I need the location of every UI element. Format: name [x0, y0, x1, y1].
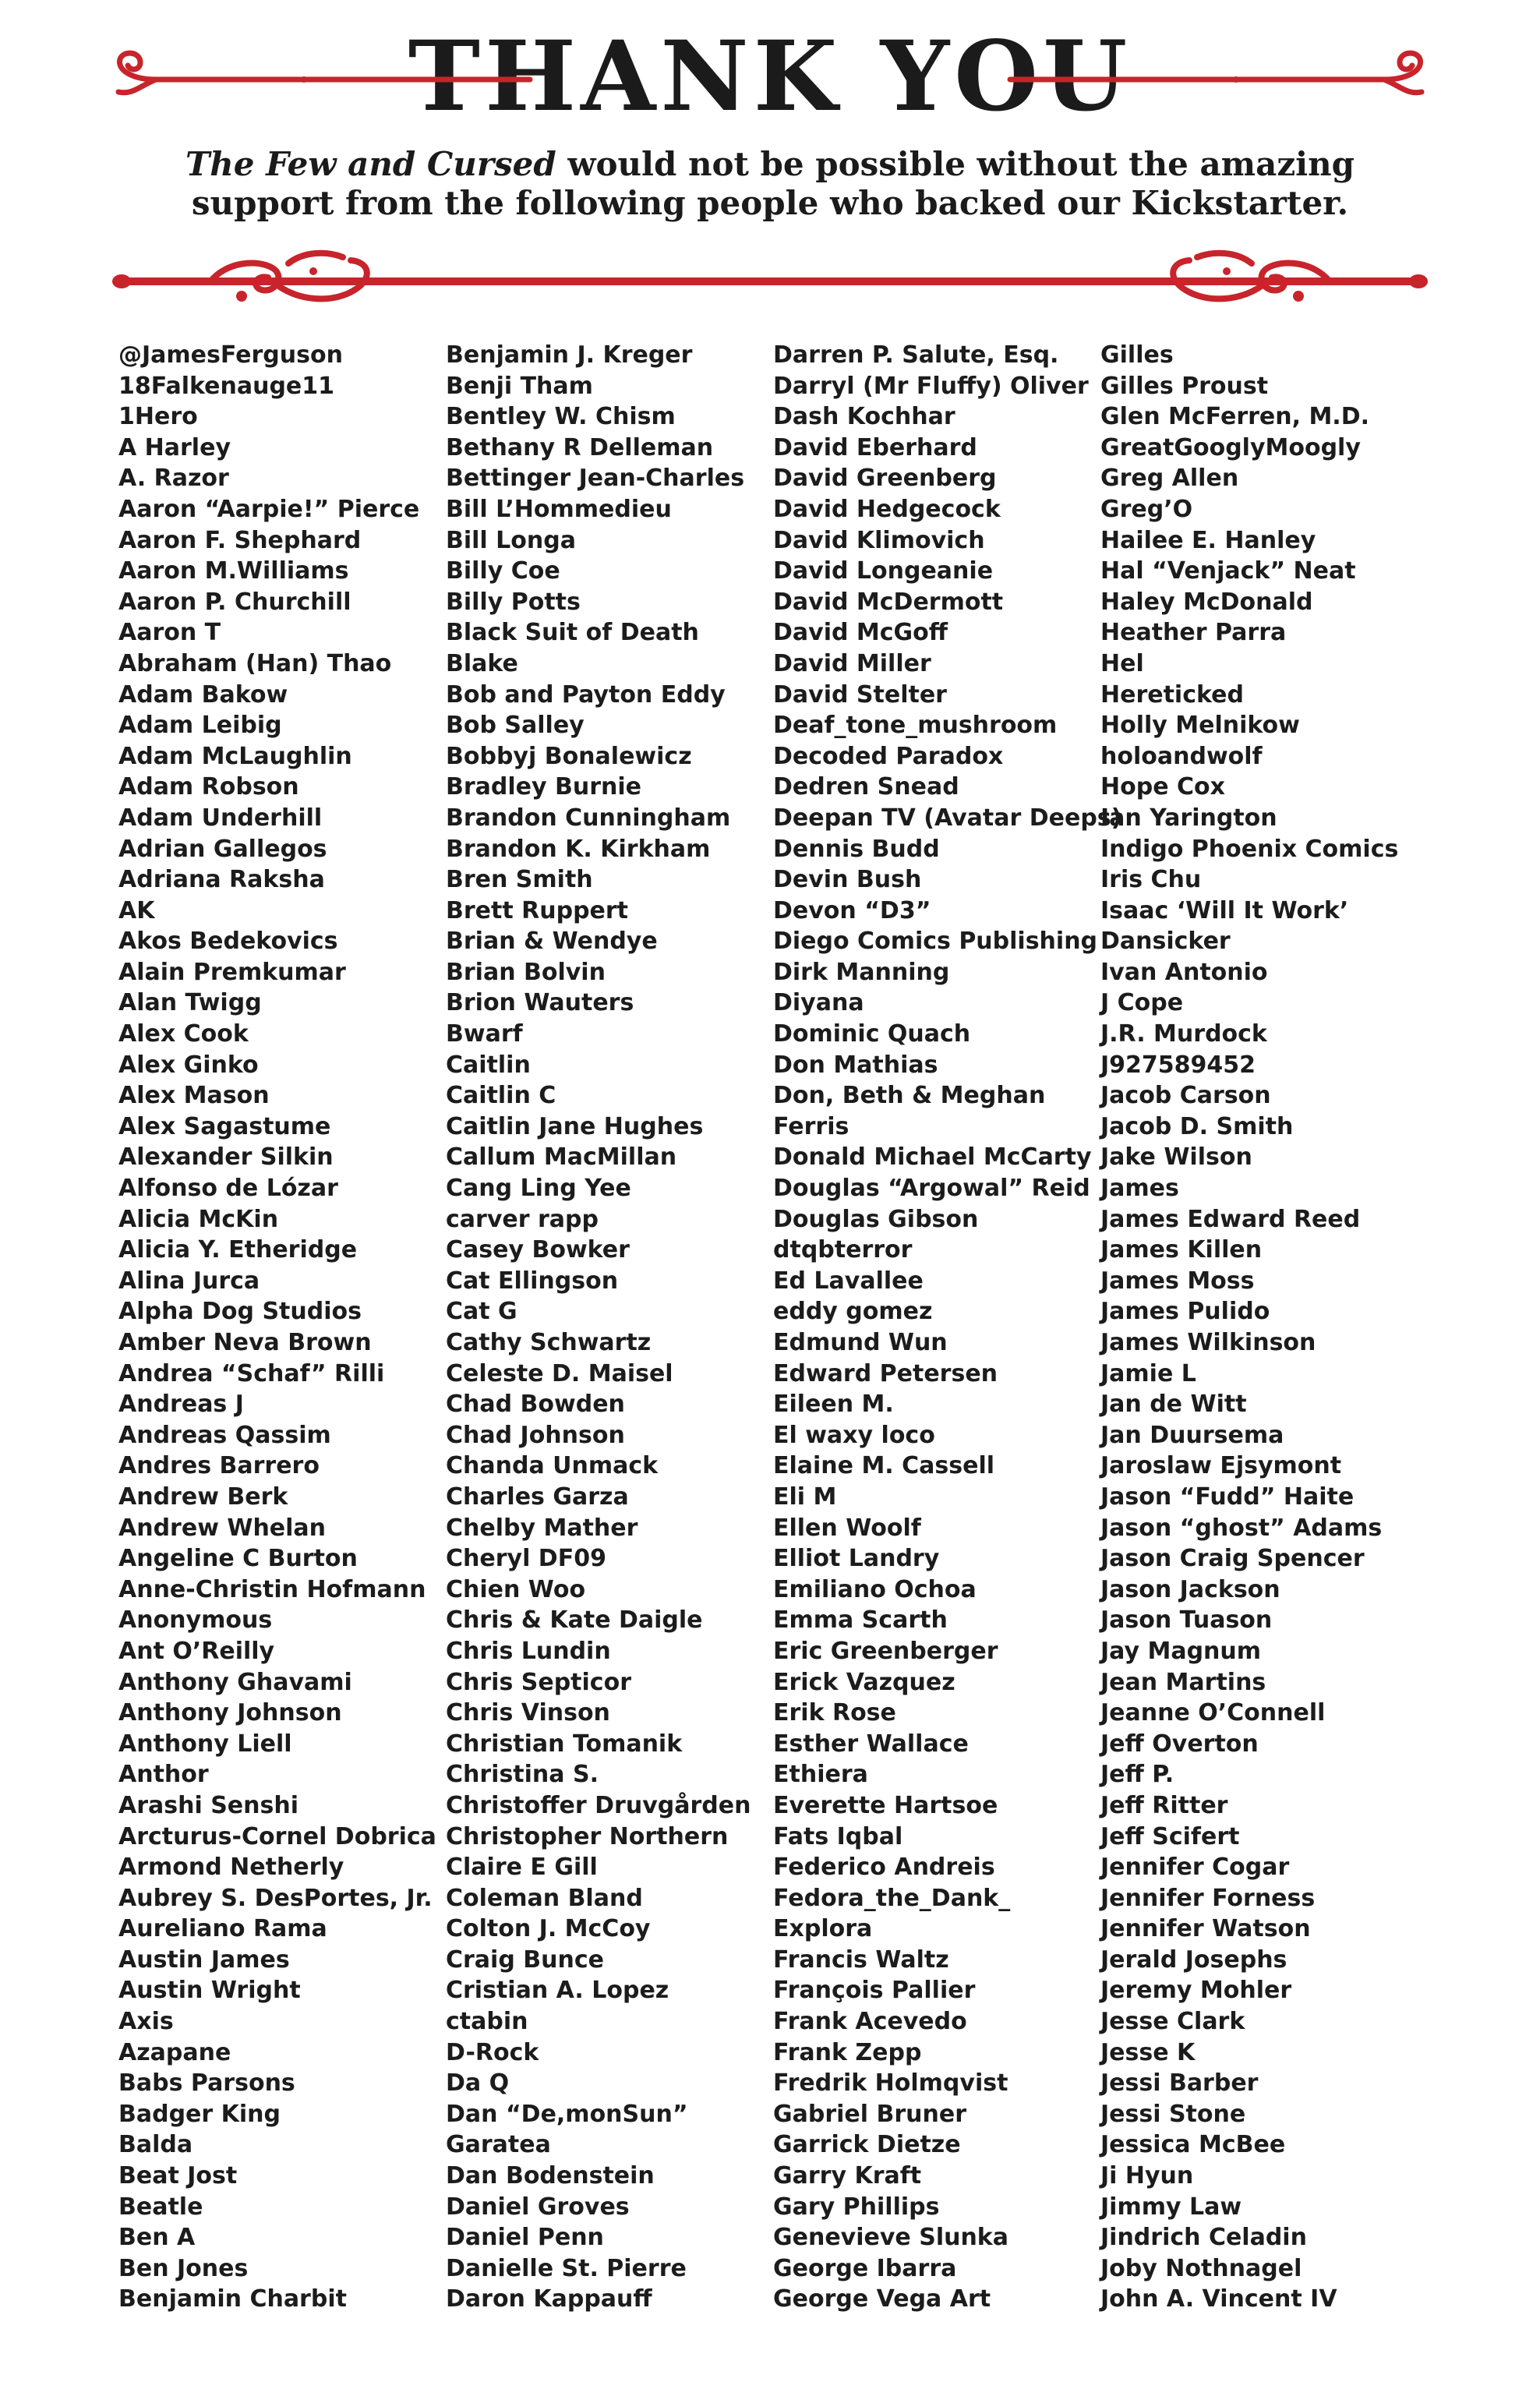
backer-name: John A. Vincent IV	[1100, 2285, 1337, 2313]
backer-name: holoandwolf	[1100, 742, 1263, 770]
backer-name: Caitlin C	[446, 1082, 556, 1110]
backer-name: Chien Woo	[446, 1575, 586, 1603]
backer-name: Everette Hartsoe	[773, 1791, 998, 1819]
backer-name: Jan de Witt	[1100, 1391, 1247, 1419]
backer-name: Christopher Northern	[446, 1822, 729, 1850]
backer-name: Andrea “Schaf” Rilli	[118, 1359, 385, 1387]
backer-name: Joby Nothnagel	[1100, 2254, 1302, 2282]
backer-name: Jason “ghost” Adams	[1100, 1514, 1383, 1542]
backer-name: George Ibarra	[773, 2254, 957, 2282]
backer-name: Chris & Kate Daigle	[446, 1606, 703, 1635]
top-right-flourish	[994, 47, 1431, 101]
backer-name: Anthony Liell	[118, 1730, 292, 1758]
backer-name: Cristian A. Lopez	[446, 1977, 669, 2005]
backer-name: Da Q	[446, 2069, 510, 2098]
backer-name: Decoded Paradox	[773, 742, 1004, 770]
backer-name: J Cope	[1100, 989, 1184, 1017]
backer-name: Dansicker	[1100, 928, 1231, 956]
backer-name: David McGoff	[773, 619, 948, 647]
backer-column	[118, 340, 446, 2335]
backer-name: Haley McDonald	[1100, 588, 1313, 616]
backer-name: Hope Cox	[1100, 773, 1225, 801]
backer-name: AK	[118, 896, 155, 924]
backer-name: Federico Andreis	[773, 1854, 995, 1882]
backer-name: Erick Vazquez	[773, 1668, 955, 1696]
backer-name: Adriana Raksha	[118, 866, 325, 894]
backer-name: Axis	[118, 2008, 174, 2036]
backer-name: Alicia McKin	[118, 1205, 279, 1233]
backer-name: Jeremy Mohler	[1100, 1977, 1292, 2005]
backer-name: Esther Wallace	[773, 1730, 969, 1758]
backer-name: Aaron T	[118, 619, 221, 647]
backer-name: Glen McFerren, M.D.	[1100, 403, 1369, 431]
backer-name: Don, Beth & Meghan	[773, 1082, 1046, 1110]
backer-name: Donald Michael McCarty	[773, 1143, 1092, 1172]
backer-name: Bentley W. Chism	[446, 403, 676, 431]
backer-name: Jessica McBee	[1100, 2131, 1286, 2159]
backer-name: Arcturus-Cornel Dobrica	[118, 1822, 436, 1850]
backer-name: Amber Neva Brown	[118, 1329, 372, 1356]
backer-name: Emiliano Ochoa	[773, 1575, 977, 1603]
backer-name: D-Rock	[446, 2038, 539, 2066]
backer-name: Alina Jurca	[118, 1267, 260, 1295]
backer-name: Anonymous	[118, 1606, 273, 1635]
backer-name: Deaf_tone_mushroom	[773, 712, 1058, 740]
backer-name: Jimmy Law	[1100, 2193, 1242, 2221]
backer-name: James Pulido	[1100, 1298, 1270, 1326]
backer-name: GreatGooglyMoogly	[1100, 433, 1361, 461]
backer-name: Deepan TV (Avatar Deeps)	[773, 804, 1122, 832]
backer-name: Jerald Josephs	[1100, 1946, 1287, 1974]
backer-name: Adrian Gallegos	[118, 835, 327, 863]
backer-name: George Vega Art	[773, 2285, 991, 2313]
backer-name: Christoffer Druvgården	[446, 1791, 751, 1819]
backer-name: Adam Robson	[118, 773, 299, 801]
backer-name: Fredrik Holmqvist	[773, 2069, 1008, 2098]
backer-name: Andres Barrero	[118, 1452, 320, 1480]
backer-name: Garry Kraft	[773, 2162, 922, 2190]
backer-name: David Greenberg	[773, 465, 997, 493]
backer-name: Douglas Gibson	[773, 1205, 979, 1233]
backer-name: Bren Smith	[446, 866, 593, 894]
backer-name: Chris Vinson	[446, 1699, 610, 1727]
backer-name: Bwarf	[446, 1020, 523, 1048]
backer-name: Andrew Whelan	[118, 1514, 327, 1542]
backer-name: Diego Comics Publishing	[773, 928, 1098, 956]
backer-name: eddy gomez	[773, 1298, 933, 1326]
backer-name: David Longeanie	[773, 557, 994, 585]
backer-name: Elliot Landry	[773, 1545, 940, 1573]
backer-name: Ji Hyun	[1100, 2162, 1194, 2190]
backer-name: Bradley Burnie	[446, 773, 642, 801]
backer-name: Callum MacMillan	[446, 1143, 677, 1172]
backer-name: Garatea	[446, 2131, 551, 2159]
backer-name: Anthony Johnson	[118, 1699, 342, 1727]
backer-name: James Edward Reed	[1100, 1205, 1361, 1233]
backer-name: François Pallier	[773, 1977, 976, 2005]
backer-name: David Klimovich	[773, 526, 985, 554]
backer-name: Jacob D. Smith	[1100, 1112, 1294, 1140]
backer-name: Jason Tuason	[1100, 1606, 1273, 1635]
page-title: THANK YOU	[408, 20, 1132, 133]
backer-name: Jennifer Watson	[1100, 1915, 1311, 1943]
backer-name: Garrick Dietze	[773, 2131, 961, 2159]
book-title: The Few and Cursed	[185, 145, 556, 183]
backer-name: Brandon Cunningham	[446, 804, 731, 832]
backer-name: Jindrich Celadin	[1100, 2224, 1307, 2252]
backer-name: Azapane	[118, 2038, 231, 2066]
backer-name: Diyana	[773, 989, 864, 1017]
backer-name: Jessi Barber	[1100, 2069, 1259, 2098]
backer-name: Jean Martins	[1100, 1668, 1266, 1696]
backer-name: Alpha Dog Studios	[118, 1298, 362, 1326]
backer-name: Greg’O	[1100, 495, 1193, 523]
backer-name: Alain Premkumar	[118, 958, 346, 986]
backer-name: Ivan Antonio	[1100, 958, 1268, 986]
backer-name: Armond Netherly	[118, 1854, 344, 1882]
backer-name: Casey Bowker	[446, 1236, 630, 1264]
backer-name: Douglas “Argowal” Reid	[773, 1175, 1090, 1203]
backer-name: Adam Underhill	[118, 804, 323, 832]
backer-name: Hel	[1100, 649, 1144, 677]
backer-name: Aaron M.Williams	[118, 557, 349, 585]
backer-name: Benjamin J. Kreger	[446, 341, 693, 369]
backer-name: Beat Jost	[118, 2162, 238, 2190]
backer-name: Dennis Budd	[773, 835, 940, 863]
backer-name: Abraham (Han) Thao	[118, 649, 392, 677]
backer-name: Brian Bolvin	[446, 958, 606, 986]
backer-name: Devon “D3”	[773, 896, 931, 924]
backer-name: Blake	[446, 649, 518, 677]
backer-name: James Killen	[1100, 1236, 1263, 1264]
backer-name: Indigo Phoenix Comics	[1100, 835, 1399, 863]
backer-name: Alex Mason	[118, 1082, 270, 1110]
backer-name: Daniel Penn	[446, 2224, 604, 2252]
backer-name: Cathy Schwartz	[446, 1329, 652, 1356]
backer-name: Frank Zepp	[773, 2038, 922, 2066]
backer-name: David Stelter	[773, 680, 947, 709]
backer-name: Jeff Ritter	[1100, 1791, 1228, 1819]
backer-name: Alfonso de Lózar	[118, 1175, 338, 1203]
backer-name: Hereticked	[1100, 680, 1244, 709]
backer-name: Jay Magnum	[1100, 1637, 1262, 1665]
backer-name: Holly Melnikow	[1100, 712, 1300, 740]
backer-name: Jesse K	[1100, 2038, 1196, 2066]
backer-name: Frank Acevedo	[773, 2008, 967, 2036]
backer-name: Erik Rose	[773, 1699, 896, 1727]
backer-name: David McDermott	[773, 588, 1004, 616]
backer-name: Chris Septicor	[446, 1668, 631, 1696]
backer-name: Isaac ‘Will It Work’	[1100, 896, 1349, 924]
backer-name: Darren P. Salute, Esq.	[773, 341, 1059, 369]
backer-name: Dominic Quach	[773, 1020, 971, 1048]
backer-name: Jeff Overton	[1100, 1730, 1259, 1758]
backer-name: David Miller	[773, 649, 931, 677]
backer-name: Bettinger Jean-Charles	[446, 465, 745, 493]
backer-name: Charles Garza	[446, 1483, 629, 1511]
backer-name: Jaroslaw Ejsymont	[1100, 1452, 1342, 1480]
backer-name: Adam Leibig	[118, 712, 282, 740]
backer-name: Ed Lavallee	[773, 1267, 924, 1295]
backer-name: Dedren Snead	[773, 773, 959, 801]
backer-name: Akos Bedekovics	[118, 928, 338, 956]
backer-list	[118, 340, 1467, 2335]
backer-name: Adam Bakow	[118, 680, 288, 709]
backer-name: Bill Longa	[446, 526, 576, 554]
backer-name: Fats Iqbal	[773, 1822, 903, 1850]
backer-name: Jeff Scifert	[1100, 1822, 1240, 1850]
backer-name: David Hedgecock	[773, 495, 1001, 523]
backer-name: Devin Bush	[773, 866, 922, 894]
backer-name: 18Falkenauge11	[118, 372, 335, 400]
backer-name: Chad Bowden	[446, 1391, 625, 1419]
backer-name: Bob Salley	[446, 712, 585, 740]
backer-name: Danielle St. Pierre	[446, 2254, 687, 2282]
backer-name: Jessi Stone	[1100, 2100, 1246, 2128]
backer-name: Ben A	[118, 2224, 196, 2252]
backer-name: Explora	[773, 1915, 873, 1943]
backer-name: Hailee E. Hanley	[1100, 526, 1316, 554]
backer-name: Jennifer Forness	[1100, 1884, 1316, 1912]
backer-name: Jeanne O’Connell	[1100, 1699, 1326, 1727]
backer-column	[1100, 340, 1428, 2335]
backer-name: Gilles Proust	[1100, 372, 1269, 400]
backer-name: dtqbterror	[773, 1236, 913, 1264]
backer-name: Ant O’Reilly	[118, 1637, 275, 1665]
backer-name: Chris Lundin	[446, 1637, 611, 1665]
backer-name: Bob and Payton Eddy	[446, 680, 726, 709]
backer-name: Jamie L	[1100, 1359, 1196, 1387]
backer-name: El waxy loco	[773, 1421, 935, 1449]
backer-name: Benjamin Charbit	[118, 2285, 347, 2313]
backer-name: carver rapp	[446, 1205, 599, 1233]
backer-name: Adam McLaughlin	[118, 742, 352, 770]
backer-name: Heather Parra	[1100, 619, 1287, 647]
backer-name: Jake Wilson	[1100, 1143, 1252, 1172]
backer-name: Billy Coe	[446, 557, 560, 585]
backer-name: Genevieve Slunka	[773, 2224, 1009, 2252]
backer-name: A. Razor	[118, 465, 229, 493]
backer-name: Angeline C Burton	[118, 1545, 358, 1573]
backer-name: Eric Greenberger	[773, 1637, 998, 1665]
backer-name: David Eberhard	[773, 433, 977, 461]
backer-name: @JamesFerguson	[118, 341, 343, 369]
backer-name: Jan Duursema	[1100, 1421, 1284, 1449]
backer-name: Andreas J	[118, 1391, 244, 1419]
backer-name: Edmund Wun	[773, 1329, 948, 1356]
backer-name: Emma Scarth	[773, 1606, 948, 1635]
backer-name: Eileen M.	[773, 1391, 894, 1419]
backer-name: A Harley	[118, 433, 231, 461]
backer-name: Brett Ruppert	[446, 896, 629, 924]
backer-name: Austin Wright	[118, 1977, 301, 2005]
backer-name: Austin James	[118, 1946, 290, 1974]
backer-name: Aaron P. Churchill	[118, 588, 351, 616]
backer-name: Chanda Unmack	[446, 1452, 659, 1480]
backer-name: Gabriel Bruner	[773, 2100, 967, 2128]
backer-name: James Wilkinson	[1100, 1329, 1316, 1356]
backer-name: Cang Ling Yee	[446, 1175, 631, 1203]
backer-name: Bobbyj Bonalewicz	[446, 742, 692, 770]
backer-name: Balda	[118, 2131, 193, 2159]
backer-name: Aureliano Rama	[118, 1915, 327, 1943]
backer-name: Cheryl DF09	[446, 1545, 606, 1573]
backer-name: Christian Tomanik	[446, 1730, 683, 1758]
backer-name: Gary Phillips	[773, 2193, 940, 2221]
backer-name: Ben Jones	[118, 2254, 249, 2282]
backer-name: Darryl (Mr Fluffy) Oliver	[773, 372, 1089, 400]
backer-column	[446, 340, 773, 2335]
backer-name: Coleman Bland	[446, 1884, 643, 1912]
backer-name: 1Hero	[118, 403, 198, 431]
backer-name: James Moss	[1100, 1267, 1255, 1295]
backer-name: Bill L’Hommedieu	[446, 495, 672, 523]
backer-name: Caitlin Jane Hughes	[446, 1112, 704, 1140]
backer-name: Jennifer Cogar	[1100, 1854, 1290, 1882]
backer-name: Alan Twigg	[118, 989, 262, 1017]
backer-name: Colton J. McCoy	[446, 1915, 651, 1943]
backer-name: Alex Cook	[118, 1020, 249, 1048]
backer-name: Alex Ginko	[118, 1051, 259, 1079]
backer-name: Gilles	[1100, 341, 1174, 369]
backer-name: Claire E Gill	[446, 1854, 598, 1882]
backer-name: Ian Yarington	[1100, 804, 1277, 832]
backer-name: Brion Wauters	[446, 989, 634, 1017]
backer-name: Alexander Silkin	[118, 1143, 334, 1172]
intro-body: would not be possible without the amazing support from the following people who backed our Kickstarter.	[191, 145, 1355, 222]
backer-name: Ellen Woolf	[773, 1514, 921, 1542]
backer-name: Aubrey S. DesPortes, Jr.	[118, 1884, 433, 1912]
backer-name: Babs Parsons	[118, 2069, 295, 2098]
backer-name: Greg Allen	[1100, 465, 1239, 493]
backer-name: Andrew Berk	[118, 1483, 288, 1511]
backer-name: Iris Chu	[1100, 866, 1202, 894]
backer-name: Caitlin	[446, 1051, 531, 1079]
backer-name: Fedora_the_Dank_	[773, 1884, 1011, 1912]
backer-name: Daron Kappauff	[446, 2285, 652, 2313]
top-left-flourish	[109, 47, 546, 101]
backer-name: Francis Waltz	[773, 1946, 949, 1974]
backer-name: Jason Craig Spencer	[1100, 1545, 1365, 1573]
backer-name: Jason Jackson	[1100, 1575, 1280, 1603]
backer-name: Daniel Groves	[446, 2193, 630, 2221]
backer-name: Jason “Fudd” Haite	[1100, 1483, 1355, 1511]
backer-name: Badger King	[118, 2100, 281, 2128]
backer-name: Ferris	[773, 1112, 849, 1140]
backer-name: James	[1100, 1175, 1179, 1203]
backer-name: Arashi Senshi	[118, 1791, 299, 1819]
backer-name: Edward Petersen	[773, 1359, 998, 1387]
backer-name: ctabin	[446, 2008, 528, 2036]
backer-name: Brandon K. Kirkham	[446, 835, 711, 863]
intro-text	[109, 145, 1431, 223]
backer-name: Bethany R Delleman	[446, 433, 714, 461]
backer-name: Elaine M. Cassell	[773, 1452, 995, 1480]
backer-name: Cat G	[446, 1298, 517, 1326]
backer-name: Hal “Venjack” Neat	[1100, 557, 1356, 585]
backer-name: Dan “De,monSun”	[446, 2100, 688, 2128]
backer-name: Aaron F. Shephard	[118, 526, 362, 554]
backer-name: Anne-Christin Hofmann	[118, 1575, 426, 1603]
backer-name: Anthor	[118, 1761, 209, 1789]
backer-name: Beatle	[118, 2193, 203, 2221]
backer-name: Chelby Mather	[446, 1514, 638, 1542]
backer-name: Brian & Wendye	[446, 928, 658, 956]
backer-name: Alex Sagastume	[118, 1112, 331, 1140]
backer-name: Christina S.	[446, 1761, 599, 1789]
backer-name: Black Suit of Death	[446, 619, 699, 647]
backer-name: Alicia Y. Etheridge	[118, 1236, 358, 1264]
bottom-divider-ornament	[109, 248, 1431, 318]
backer-name: Eli M	[773, 1483, 837, 1511]
backer-name: J.R. Murdock	[1100, 1020, 1267, 1048]
backer-name: Aaron “Aarpie!” Pierce	[118, 495, 420, 523]
backer-name: Craig Bunce	[446, 1946, 604, 1974]
backer-name: Billy Potts	[446, 588, 581, 616]
backer-name: Chad Johnson	[446, 1421, 625, 1449]
backer-name: Dash Kochhar	[773, 403, 955, 431]
backer-name: Celeste D. Maisel	[446, 1359, 673, 1387]
backer-name: J927589452	[1100, 1051, 1256, 1079]
backer-name: Ethiera	[773, 1761, 868, 1789]
backer-name: Jacob Carson	[1100, 1082, 1271, 1110]
backer-name: Cat Ellingson	[446, 1267, 619, 1295]
backer-name: Benji Tham	[446, 372, 593, 400]
backer-name: Don Mathias	[773, 1051, 938, 1079]
backer-name: Dirk Manning	[773, 958, 950, 986]
backer-name: Dan Bodenstein	[446, 2162, 655, 2190]
backer-name: Jeff P.	[1100, 1761, 1174, 1789]
backer-name: Jesse Clark	[1100, 2008, 1245, 2036]
backer-name: Andreas Qassim	[118, 1421, 331, 1449]
backer-name: Anthony Ghavami	[118, 1668, 352, 1696]
